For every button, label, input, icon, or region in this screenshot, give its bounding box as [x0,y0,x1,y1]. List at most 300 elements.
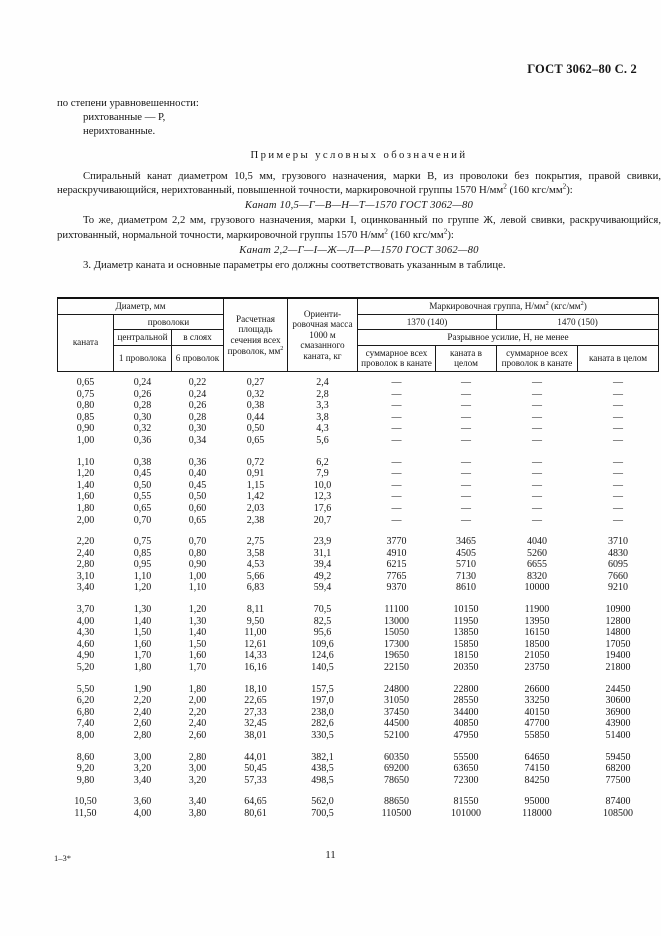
table-cell: 4,00 [133,807,152,819]
table-cell: 3,70 [76,604,95,616]
table-cell: 0,38 [133,456,152,468]
table-cell: 1,10 [133,570,152,582]
table-cell: 3770 [386,536,407,548]
table-cell: — [613,502,623,514]
table-cell: 10,50 [74,796,97,808]
table-cell: 13950 [524,615,550,627]
table-cell: 55500 [453,751,479,763]
th-wire-central: центральной [114,330,172,346]
table-cell: 3,58 [246,547,265,559]
paragraph-clause-3: 3. Диаметр каната и основные параметры его должны соответствовать указанным в таблице. [83,259,506,272]
group-gap-cell [58,674,659,684]
table-cell: 1,40 [76,479,95,491]
table-cell: 38,01 [244,730,267,741]
table-cell: 24800 [384,683,409,695]
table-cell: 10900 [605,604,631,616]
table-cell: 72300 [453,774,479,786]
table-cell: 0,44 [246,411,265,423]
table-cell: 19400 [605,650,631,662]
table-row [58,796,659,808]
table-cell: 9,80 [76,774,95,786]
table-cell: 64650 [524,751,550,763]
table-cell: 12800 [605,615,631,627]
table-cell: 6,80 [76,706,95,718]
table-cell: 2,20 [133,695,152,707]
table-cell: 12,61 [244,638,267,650]
table-cell: 438,5 [311,763,334,775]
footer-page-number: 11 [325,849,336,861]
table-cell: 3,40 [188,796,207,808]
table-row [58,503,659,515]
table-cell: 1,42 [246,491,265,503]
table-cell: 82,5 [313,615,332,627]
table-cell: — [613,434,623,446]
table-cell: 2,40 [188,718,207,730]
table-cell: 2,60 [188,730,207,741]
table-cell: 16150 [524,627,550,639]
table-cell: 4,90 [76,650,95,662]
table-cell: 2,60 [133,718,152,730]
table-cell: 0,36 [188,456,207,468]
table-cell: 1,60 [133,638,152,650]
table-cell: 0,50 [246,423,265,435]
th-mass: Ориентировочная масса 1000 м смазанного каната, кг [288,298,358,371]
table-cell: 11950 [453,615,479,627]
table-cell: 157,5 [311,683,334,695]
table-cell: 3,8 [316,411,329,423]
table-cell: 11100 [384,604,409,616]
table-cell: 2,20 [76,536,95,548]
th-wire-central-sub: 1 проволока [114,345,172,371]
table-row [58,627,659,639]
table-cell: — [613,491,623,503]
table-cell: 6,20 [76,695,95,707]
table-row [58,695,659,707]
para1-sup2: 2 [562,182,567,191]
th-rope-whole-1370: каната в целом [436,345,497,371]
table-cell: 44500 [384,718,409,730]
table-cell: 1,00 [188,570,207,582]
table-cell: 0,22 [188,376,207,388]
table-cell: 0,55 [133,491,152,503]
th-marking-group [358,298,659,314]
table-row [58,616,659,628]
table-cell: 7,40 [76,718,95,730]
para2-sup2: 2 [443,227,448,236]
table-row [58,389,659,401]
table-cell: 11900 [524,604,550,616]
table-cell: 3,00 [133,751,152,763]
table-cell: — [461,468,471,480]
table-cell: 1,80 [188,683,207,695]
parameters-table-wrap [57,297,658,820]
bullet-nerihtovannye: нерихтованные. [83,125,156,138]
table-cell: 0,80 [76,400,95,412]
table-cell: 0,30 [188,423,207,435]
table-row [58,808,659,820]
table-row [58,435,659,447]
table-cell: 52100 [384,730,409,741]
table-cell: 0,65 [246,434,265,446]
table-cell: 6,2 [316,456,329,468]
table-cell: 101000 [451,807,481,819]
table-cell: 0,27 [246,376,265,388]
table-cell: 40150 [524,706,550,718]
table-cell: 40850 [453,718,479,730]
table-cell: — [613,411,623,423]
th-marking-sup2: 2 [580,299,584,307]
table-cell: 6,83 [246,582,265,594]
th-rope-diameter: каната [58,314,114,371]
table-cell: 0,85 [76,411,95,423]
table-row [58,400,659,412]
table-cell: 88650 [384,796,409,808]
table-cell: 15050 [384,627,409,639]
th-diameter-group: Диаметр, мм [58,298,224,314]
th-grade-1470: 1470 (150) [497,314,659,330]
table-cell: 0,38 [246,400,265,412]
table-cell: 238,0 [311,706,334,718]
table-cell: — [391,491,402,503]
table-row [58,571,659,583]
para2-tail: (160 кгс/мм [387,228,444,241]
table-row [58,468,659,480]
table-row [58,684,659,696]
table-row [58,650,659,662]
table-cell: 0,80 [188,547,207,559]
table-group-gap [58,447,659,457]
table-cell: 1,80 [133,662,152,674]
table-cell: 55850 [524,730,550,741]
table-cell: 17,6 [313,502,332,514]
table-cell: 0,65 [188,514,207,526]
table-cell: — [391,376,402,388]
table-cell: — [391,468,402,480]
table-cell: 10,0 [313,479,332,491]
table-cell: — [461,388,471,400]
table-cell: 108500 [603,807,633,819]
table-cell: 0,24 [133,376,152,388]
table-cell: — [613,388,623,400]
table-cell: 14800 [605,627,631,639]
table-cell: 2,40 [76,547,95,559]
table-row [58,707,659,719]
table-cell: 0,28 [133,400,152,412]
table-row [58,582,659,594]
th-area-label: Расчетная площадь сечения всех проволок, мм [227,313,281,356]
table-cell: 3,00 [188,763,207,775]
table-cell: 5710 [456,559,476,571]
table-cell: — [532,479,542,491]
table-cell: 3710 [608,536,628,548]
table-cell: 19650 [384,650,409,662]
table-cell: 1,50 [133,627,152,639]
table-cell: — [532,400,542,412]
table-cell: 3,80 [188,807,207,819]
table-row [58,480,659,492]
table-cell: — [532,411,542,423]
table-cell: 1,00 [76,434,95,446]
th-area [224,298,288,371]
table-cell: 109,6 [311,638,334,650]
table-cell: 9,20 [76,763,95,775]
table-cell: 0,34 [188,434,207,446]
para1-text: Спиральный канат диаметром 10,5 мм, грузового назначения, марки В, из проволоки без покрытия, правой свивки, нераскручивающийся, нерихтованный, повышенной точности, маркировочной группы 1570 Н/мм [57,169,661,197]
example-designation-1: Канат 10,5—Г—В—Н—Т—1570 ГОСТ 3062—80 [244,199,474,212]
table-cell: 4,53 [246,559,265,571]
table-cell: 0,24 [188,388,207,400]
table-cell: 77500 [605,774,631,786]
table-cell: 1,10 [76,456,95,468]
table-cell: 0,26 [188,400,207,412]
table-cell: — [461,514,471,526]
table-cell: 2,80 [133,730,152,741]
line-balance-degree: по степени уравновешенности: [57,97,199,109]
table-cell: 9370 [386,582,407,594]
table-cell: 7660 [608,570,628,582]
table-cell: — [461,491,471,503]
table-cell: — [613,479,623,491]
table-cell: 0,50 [188,491,207,503]
table-cell: 2,00 [76,514,95,526]
table-cell: 0,45 [188,479,207,491]
table-row [58,752,659,764]
table-cell: 80,61 [244,807,267,819]
table-cell: 118000 [522,807,552,819]
table-cell: 282,6 [311,718,334,730]
table-cell: 68200 [605,763,631,775]
table-cell: 1,30 [188,615,207,627]
table-cell: 63650 [453,763,479,775]
table-cell: — [613,423,623,435]
table-row [58,457,659,469]
table-cell: 0,95 [133,559,152,571]
table-cell: 0,90 [76,423,95,435]
table-cell: 0,32 [133,423,152,435]
table-cell: 5,20 [76,662,95,674]
table-cell: 1,20 [133,582,152,594]
table-cell: — [532,423,542,435]
table-cell: 28550 [453,695,479,707]
table-cell: 16,16 [244,662,267,674]
table-cell: 0,28 [188,411,207,423]
table-cell: 0,60 [188,502,207,514]
table-cell: 8,60 [76,751,95,763]
table-cell: — [391,388,402,400]
table-row [58,371,659,388]
table-cell: 32,45 [244,718,267,730]
group-gap-cell [58,786,659,796]
table-cell: 60350 [384,751,409,763]
table-cell: 2,38 [246,514,265,526]
table-cell: 562,0 [311,796,334,808]
table-cell: 1,20 [188,604,207,616]
th-grade-1370: 1370 (140) [358,314,497,330]
table-cell: 4830 [608,547,628,559]
table-cell: 50,45 [244,763,267,775]
table-cell: 70,5 [313,604,332,616]
table-cell: 43900 [605,718,631,730]
table-cell: 1,90 [133,683,152,695]
table-cell: 17050 [605,638,631,650]
table-cell: 5,50 [76,683,95,695]
table-cell: 700,5 [311,807,334,819]
table-row [58,423,659,435]
table-cell: 0,26 [133,388,152,400]
table-cell: 20,7 [313,514,332,526]
th-wire-layers-sub: 6 проволок [172,345,224,371]
table-cell: 78650 [384,774,409,786]
table-cell: 95000 [524,796,550,808]
th-marking-label: Маркировочная группа, Н/мм [429,301,546,311]
table-cell: 59450 [605,751,631,763]
table-group-gap [58,526,659,536]
table-cell: 95,6 [313,627,332,639]
table-cell: 23750 [524,662,550,674]
table-cell: 27,33 [244,706,267,718]
table-row [58,536,659,548]
table-cell: 6215 [386,559,407,571]
body-text-block [57,96,661,272]
table-cell: 18,10 [244,683,267,695]
table-cell: — [613,468,623,480]
table-cell: — [461,479,471,491]
table-cell: 30600 [605,695,631,707]
table-row [58,662,659,674]
table-cell: 140,5 [311,662,334,674]
parameters-table [57,297,659,820]
table-cell: 17300 [384,638,409,650]
table-cell: 84250 [524,774,550,786]
paragraph-example-2 [57,213,661,241]
table-cell: 47950 [453,730,479,741]
table-cell: 0,65 [76,376,95,388]
th-wire-layers: в слоях [172,330,224,346]
table-cell: — [391,456,402,468]
table-cell: 3,10 [76,570,95,582]
table-group-gap [58,742,659,752]
table-body [58,371,659,819]
table-cell: 4,00 [76,615,95,627]
table-cell: 1,60 [76,491,95,503]
table-cell: 7,9 [316,468,329,480]
table-cell: 69200 [384,763,409,775]
table-cell: 11,00 [244,627,267,639]
table-cell: 47700 [524,718,550,730]
table-cell: 34400 [453,706,479,718]
table-cell: 2,00 [188,695,207,707]
para1-sup: 2 [503,182,507,191]
table-cell: 37450 [384,706,409,718]
table-cell: 18500 [524,638,550,650]
table-cell: 0,65 [133,502,152,514]
table-cell: 3,20 [188,774,207,786]
table-cell: 5,66 [246,570,265,582]
table-cell: — [391,423,402,435]
table-cell: 1,30 [133,604,152,616]
table-cell: — [532,514,542,526]
table-cell: 14,33 [244,650,267,662]
table-cell: — [613,376,623,388]
group-gap-cell [58,526,659,536]
table-cell: — [613,456,623,468]
table-cell: 24450 [605,683,631,695]
group-gap-cell [58,447,659,457]
table-cell: 0,70 [133,514,152,526]
table-cell: 3465 [456,536,476,548]
table-cell: — [532,434,542,446]
table-cell: 2,4 [316,376,329,388]
table-cell: 8320 [527,570,547,582]
table-row [58,718,659,730]
table-cell: 13000 [384,615,409,627]
table-cell: 4,60 [76,638,95,650]
th-marking-sup: 2 [545,299,549,307]
table-cell: 2,75 [246,536,265,548]
table-group-gap [58,786,659,796]
table-cell: 7130 [456,570,476,582]
table-cell: — [391,514,402,526]
table-cell: 4040 [527,536,547,548]
table-cell: 0,30 [133,411,152,423]
table-cell: 44,01 [244,751,267,763]
footer-signature: 1–3* [54,853,71,863]
table-cell: 4,30 [76,627,95,639]
table-row [58,775,659,787]
table-cell: 4910 [386,547,407,559]
th-wire-group: проволоки [114,314,224,330]
table-cell: 1,50 [188,638,207,650]
table-cell: 110500 [381,807,412,819]
table-cell: — [391,411,402,423]
table-cell: 330,5 [311,730,334,741]
table-cell: 10000 [524,582,550,594]
table-cell: — [461,434,471,446]
table-cell: 5,6 [316,434,329,446]
table-cell: 2,20 [188,706,207,718]
table-cell: 49,2 [313,570,332,582]
table-cell: 124,6 [311,650,334,662]
table-cell: 0,36 [133,434,152,446]
table-cell: 8,11 [246,604,265,616]
table-cell: 22800 [453,683,479,695]
para1-end: ): [566,184,573,197]
table-cell: 0,45 [133,468,152,480]
table-cell: 6655 [527,559,547,571]
running-head: ГОСТ 3062–80 С. 2 [527,62,637,76]
table-cell: 9210 [608,582,628,594]
table-cell: — [613,400,623,412]
group-gap-cell [58,742,659,752]
table-cell: 5260 [527,547,547,559]
table-cell: 0,85 [133,547,152,559]
table-cell: — [461,502,471,514]
table-cell: 11,50 [74,807,97,819]
para2-sup: 2 [384,227,388,236]
table-cell: 22,65 [244,695,267,707]
table-cell: — [532,388,542,400]
examples-heading: Примеры условных обозначений [250,148,468,161]
table-cell: 36900 [605,706,631,718]
table-cell: 1,60 [188,650,207,662]
table-cell: 2,80 [76,559,95,571]
table-cell: 15850 [453,638,479,650]
table-cell: 10150 [453,604,479,616]
table-cell: 0,75 [133,536,152,548]
table-cell: 0,90 [188,559,207,571]
table-cell: 31050 [384,695,409,707]
table-cell: — [391,434,402,446]
